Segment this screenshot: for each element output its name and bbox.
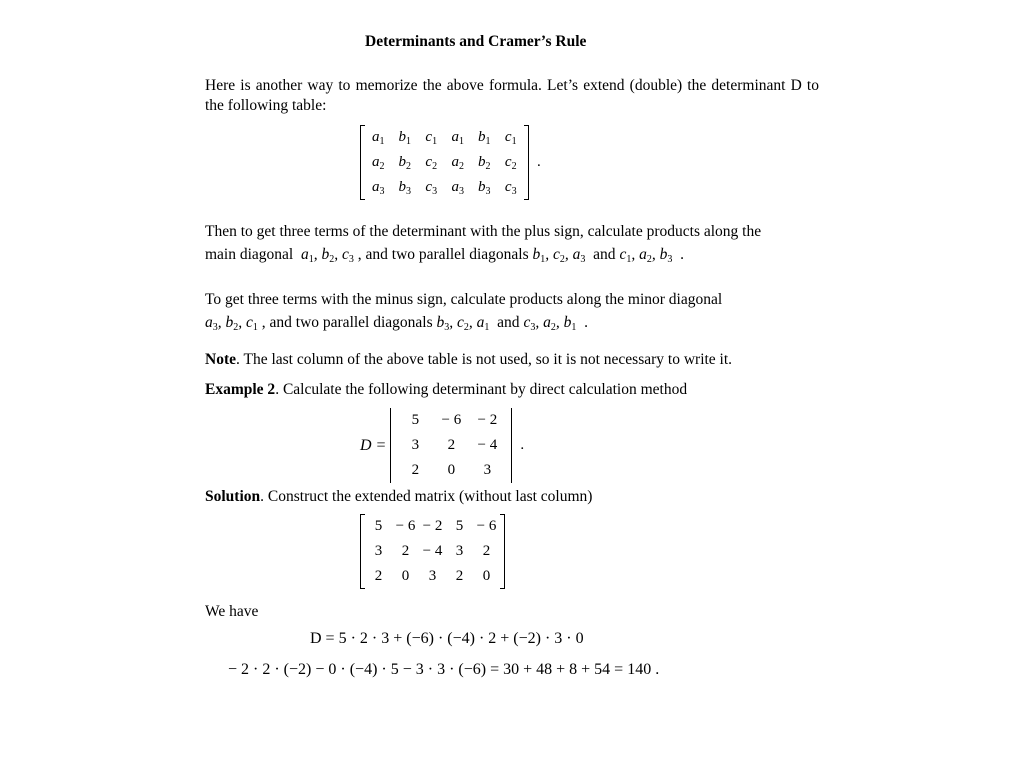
symbolic-matrix <box>360 125 541 200</box>
text-period: . <box>584 314 588 331</box>
matrix-cell: 3 <box>483 462 492 478</box>
matrix-cell: − 4 <box>422 543 443 559</box>
matrix-cell: − 4 <box>477 437 498 453</box>
matrix-row <box>365 175 524 200</box>
page-title: Determinants and Cramer’s Rule <box>365 33 587 50</box>
matrix-period: . <box>537 154 541 170</box>
matrix-cell: − 6 <box>441 412 462 428</box>
text-parallel: , and two parallel diagonals <box>357 246 529 263</box>
matrix-cell: $b_3$ <box>398 178 411 197</box>
solution-label: Solution <box>205 488 261 505</box>
matrix-cell: 0 <box>401 568 410 584</box>
matrix-cell: $c_2$ <box>425 153 438 172</box>
matrix-cell: 3 <box>374 543 383 559</box>
paragraph-minus-line2 <box>205 313 819 338</box>
symbolic-matrix-table <box>365 125 524 200</box>
matrix-cell: $c_3$ <box>504 178 517 197</box>
matrix-cell: − 6 <box>395 518 416 534</box>
paragraph-minus-line1: To get three terms with the minus sign, calculate products along the minor diagonal <box>205 291 723 308</box>
equation-line-1: D = 5 · 2 · 3 + (−6) · (−4) · 2 + (−2) · 3 · 0 <box>310 630 584 647</box>
matrix-cell: $a_2$ <box>451 153 464 172</box>
matrix-cell: $a_1$ <box>451 128 464 147</box>
right-bar <box>505 408 512 483</box>
matrix-cell: $b_1$ <box>478 128 491 147</box>
diagonal-c: $c_1$, $a_2$, $b_3$ <box>619 246 673 265</box>
matrix-cell: 0 <box>447 462 456 478</box>
paragraph-intro: Here is another way to memorize the above formula. Let’s extend (double) the determinant D to the following table: <box>205 77 819 114</box>
matrix-cell: 5 <box>455 518 464 534</box>
we-have-text: We have <box>205 603 259 620</box>
diagonal-main: $a_1$, $b_2$, $c_3$ <box>301 246 354 265</box>
determinant-matrix <box>390 408 512 483</box>
matrix-cell: 3 <box>411 437 420 453</box>
example-label: Example 2 <box>205 381 276 398</box>
text-and: and <box>497 314 520 331</box>
matrix-cell: 2 <box>401 543 410 559</box>
determinant-period: . <box>520 437 525 453</box>
solution-paragraph <box>205 487 819 507</box>
matrix-cell: 0 <box>482 568 491 584</box>
matrix-row <box>365 539 500 564</box>
paragraph-minus-sign <box>205 290 819 338</box>
determinant-d <box>360 408 524 483</box>
determinant-lhs: D = <box>360 436 387 454</box>
matrix-cell: 2 <box>482 543 491 559</box>
diagonal-c: $c_3$, $a_2$, $b_1$ <box>523 314 577 333</box>
matrix-row <box>397 433 505 458</box>
left-bar <box>390 408 397 483</box>
matrix-cell: $a_3$ <box>451 178 464 197</box>
paragraph-plus-sign <box>205 222 819 270</box>
matrix-cell: 2 <box>374 568 383 584</box>
matrix-row <box>365 125 524 150</box>
text-parallel: , and two parallel diagonals <box>261 314 433 331</box>
matrix-cell: 2 <box>411 462 420 478</box>
diagonal-b: $b_1$, $c_2$, $a_3$ <box>532 246 586 265</box>
equation-line-2: − 2 · 2 · (−2) − 0 · (−4) · 5 − 3 · 3 · (−6) = 30 + 48 + 8 + 54 = 140 . <box>228 661 660 678</box>
determinant-table <box>397 408 505 483</box>
right-bracket <box>524 125 529 200</box>
matrix-row <box>365 514 500 539</box>
text-main-diagonal: main diagonal <box>205 246 294 263</box>
diagonal-minor: $a_3$, $b_2$, $c_1$ <box>205 314 258 333</box>
matrix-cell: $b_3$ <box>478 178 491 197</box>
right-bracket <box>500 514 505 589</box>
matrix-cell: $a_1$ <box>372 128 385 147</box>
matrix-cell: 5 <box>411 412 420 428</box>
example-text: . Calculate the following determinant by direct calculation method <box>275 381 688 398</box>
note-text: . The last column of the above table is not used, so it is not necessary to write it. <box>236 351 733 368</box>
matrix-cell: $b_1$ <box>398 128 411 147</box>
example-paragraph <box>205 380 819 400</box>
matrix-cell: $c_3$ <box>425 178 438 197</box>
matrix-row <box>397 408 505 433</box>
matrix-cell: − 2 <box>477 412 498 428</box>
matrix-row <box>365 150 524 175</box>
matrix-cell: $b_2$ <box>478 153 491 172</box>
matrix-cell: $a_2$ <box>372 153 385 172</box>
matrix-cell: − 2 <box>422 518 443 534</box>
matrix-cell: 5 <box>374 518 383 534</box>
solution-text: . Construct the extended matrix (without last column) <box>260 488 593 505</box>
matrix-cell: $c_1$ <box>425 128 438 147</box>
matrix-cell: $c_1$ <box>504 128 517 147</box>
matrix-cell: 3 <box>428 568 437 584</box>
paragraph-plus-line2 <box>205 245 819 270</box>
matrix-cell: $b_2$ <box>398 153 411 172</box>
text-and: and <box>593 246 616 263</box>
note-paragraph <box>205 350 819 370</box>
matrix-cell: $a_3$ <box>372 178 385 197</box>
matrix-cell: 2 <box>447 437 456 453</box>
matrix-cell: 2 <box>455 568 464 584</box>
matrix-row <box>365 564 500 589</box>
extended-matrix <box>360 514 505 589</box>
diagonal-b: $b_3$, $c_2$, $a_1$ <box>436 314 490 333</box>
matrix-cell: − 6 <box>476 518 497 534</box>
text-period: . <box>680 246 684 263</box>
matrix-cell: $c_2$ <box>504 153 517 172</box>
matrix-cell: 3 <box>455 543 464 559</box>
matrix-row <box>397 458 505 483</box>
note-label: Note <box>205 351 236 368</box>
paragraph-plus-line1: Then to get three terms of the determinant with the plus sign, calculate products along the <box>205 223 762 240</box>
extended-matrix-table <box>365 514 500 589</box>
